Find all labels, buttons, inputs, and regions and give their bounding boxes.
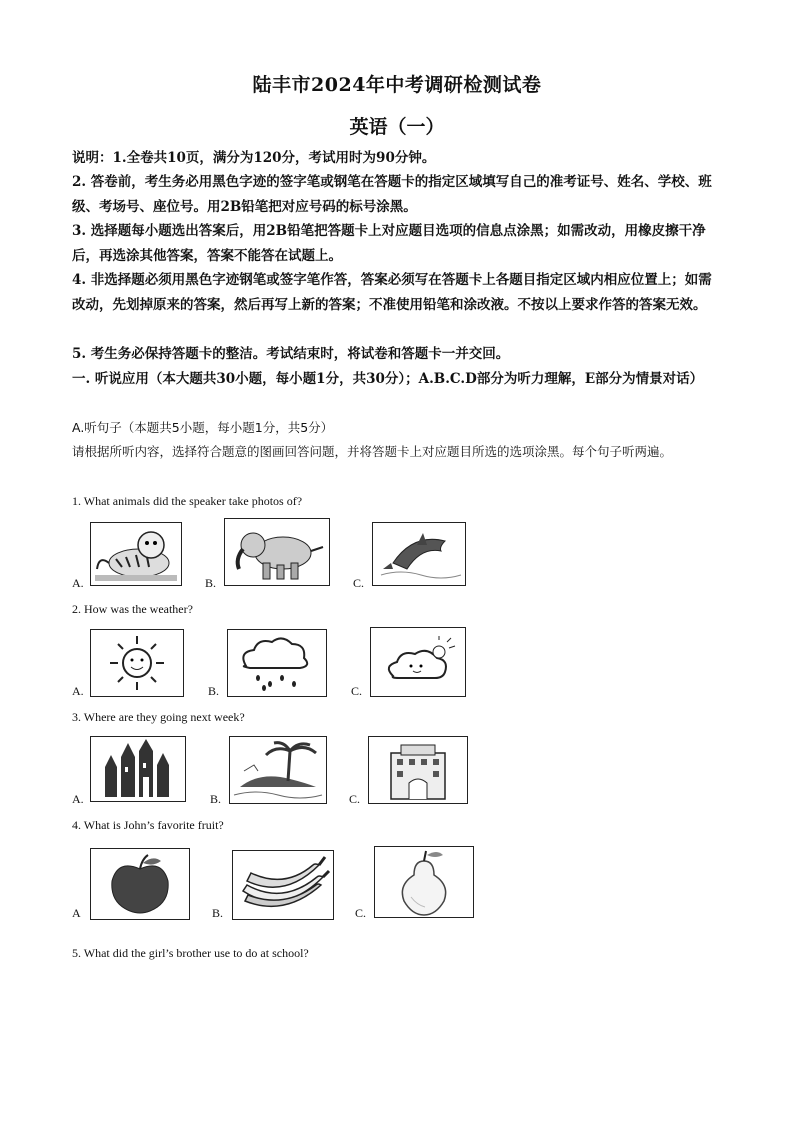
instruction-1: 说明：1.全卷共10页，满分为120分，考试用时为90分钟。: [72, 150, 436, 166]
instruction-5: 5. 考生务必保持答题卡的整洁。考试结束时，将试卷和答题卡一并交回。: [72, 346, 510, 362]
option-label[interactable]: C.: [351, 684, 363, 698]
apple-icon[interactable]: [90, 848, 190, 920]
exam-subtitle: 英语（一）: [349, 116, 445, 138]
instruction-3: 3. 选择题每小题选出答案后，用2B铅笔把答题卡上对应题目选项的信息点涂黑；如需改动，用橡皮擦干净后，再选涂其他答案，答案不能答在试题上。: [72, 223, 706, 264]
elephant-icon[interactable]: [224, 518, 330, 586]
option-label[interactable]: C.: [355, 906, 367, 920]
option-label[interactable]: B.: [210, 792, 222, 806]
option-label[interactable]: C.: [349, 792, 361, 806]
option-label[interactable]: A.: [72, 792, 84, 806]
sun-icon[interactable]: [90, 629, 184, 697]
part-a-directions: 请根据所听内容，选择符合题意的图画回答问题，并将答题卡上对应题目所选的选项涂黑。每个句子听两遍。: [72, 444, 673, 459]
option-label[interactable]: A.: [72, 684, 84, 698]
building-icon[interactable]: [368, 736, 468, 804]
instruction-2: 2. 答卷前，考生务必用黑色字迹的签字笔或钢笔在答题卡的指定区域填写自己的准考证号、姓名、学校、班级、考场号、座位号。用2B铅笔把对应号码的标号涂黑。: [72, 174, 712, 215]
option-label[interactable]: B.: [212, 906, 224, 920]
question-5: 5. What did the girl’s brother use to do at school?: [72, 946, 309, 960]
instruction-4: 4. 非选择题必须用黑色字迹钢笔或签字笔作答，答案必须写在答题卡上各题目指定区域内相应位置上；如需改动，先划掉原来的答案，然后再写上新的答案；不准使用铅笔和涂改液。不按以上要求作答的答案无效。: [72, 272, 712, 313]
option-label[interactable]: A.: [72, 576, 84, 590]
dolphin-icon[interactable]: [372, 522, 466, 586]
rain-cloud-icon[interactable]: [227, 629, 327, 697]
section-one-heading: 一. 听说应用（本大题共30小题，每小题1分，共30分）；A.B.C.D部分为听力理解，E部分为情景对话）: [72, 371, 704, 387]
exam-title: 陆丰市2024年中考调研检测试卷: [252, 74, 542, 96]
question-1: 1. What animals did the speaker take photos of?: [72, 494, 303, 508]
question-2: 2. How was the weather?: [72, 602, 193, 616]
option-label[interactable]: B.: [208, 684, 220, 698]
question-4: 4. What is John’s favorite fruit?: [72, 818, 224, 832]
part-a-heading: A.听句子（本题共5小题，每小题1分，共5分）: [72, 420, 334, 435]
question-3: 3. Where are they going next week?: [72, 710, 245, 724]
partly-cloudy-icon[interactable]: [370, 627, 466, 697]
option-label[interactable]: C.: [353, 576, 365, 590]
island-icon[interactable]: [229, 736, 327, 804]
option-label[interactable]: A: [72, 906, 81, 920]
banana-icon[interactable]: [232, 850, 334, 920]
pear-icon[interactable]: [374, 846, 474, 918]
tiger-icon[interactable]: [90, 522, 182, 586]
option-label[interactable]: B.: [205, 576, 217, 590]
castle-icon[interactable]: [90, 736, 186, 802]
